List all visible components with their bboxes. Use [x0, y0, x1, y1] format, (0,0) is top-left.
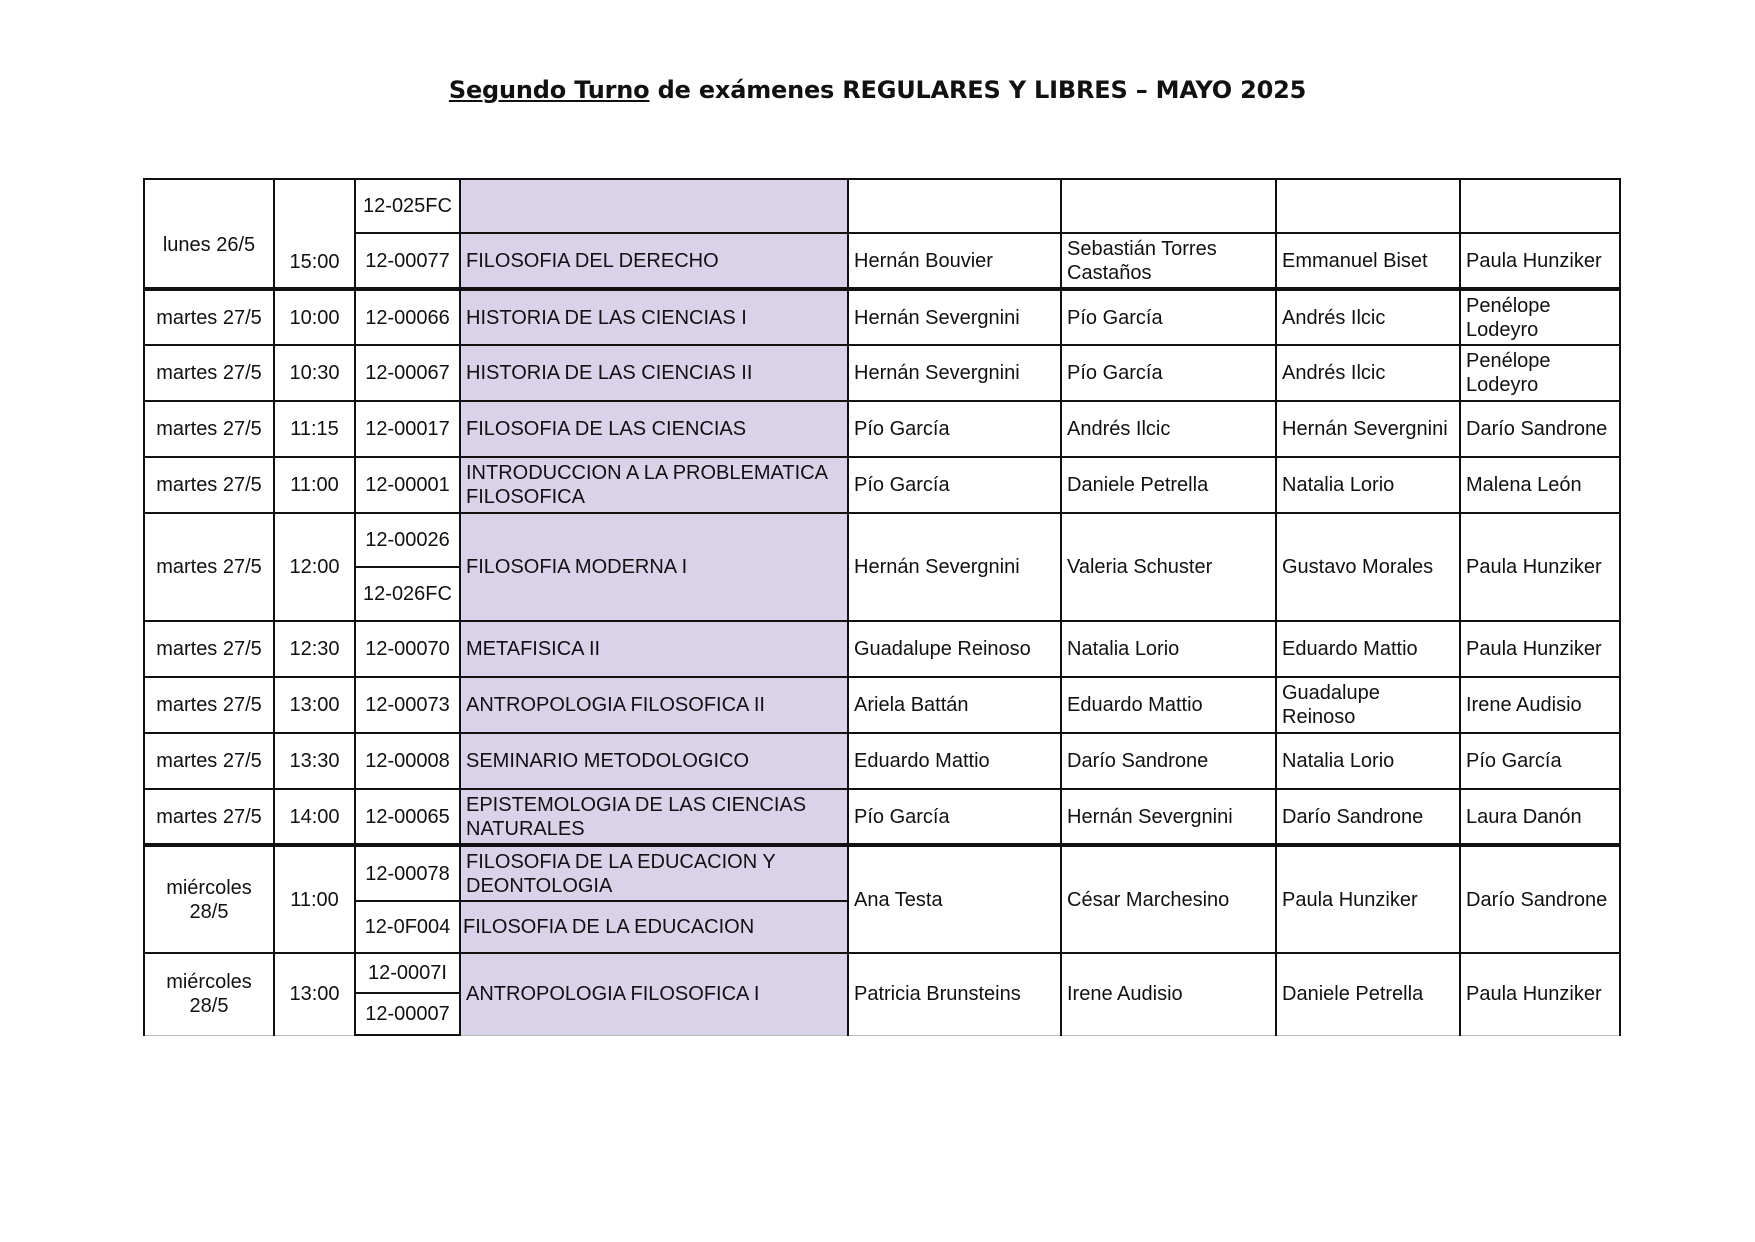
subject-cell: FILOSOFIA DEL DERECHO [460, 233, 848, 289]
subject-cell: FILOSOFIA DE LA EDUCACION [460, 901, 848, 953]
subject-cell: HISTORIA DE LAS CIENCIAS I [460, 289, 848, 345]
tribunal-cell: Natalia Lorio [1061, 621, 1276, 677]
tribunal-cell: Pío García [848, 401, 1061, 457]
tribunal-cell: Daniele Petrella [1061, 457, 1276, 513]
code-cell: 12-00017 [355, 401, 460, 457]
time-cell: 13:00 [274, 953, 355, 1035]
time-cell: 10:30 [274, 345, 355, 401]
code-cell: 12-00007 [355, 993, 460, 1035]
subject-cell [460, 179, 848, 233]
tribunal-cell: Valeria Schuster [1061, 513, 1276, 621]
code-cell: 12-00073 [355, 677, 460, 733]
tribunal-cell: Andrés Ilcic [1276, 289, 1460, 345]
subject-cell: EPISTEMOLOGIA DE LAS CIENCIAS NATURALES [460, 789, 848, 845]
code-cell: 12-00078 [355, 845, 460, 901]
tribunal-cell: Irene Audisio [1460, 677, 1620, 733]
subject-cell: METAFISICA II [460, 621, 848, 677]
tribunal-cell: Darío Sandrone [1276, 789, 1460, 845]
day-cell: martes 27/5 [144, 401, 274, 457]
time-cell: 11:00 [274, 457, 355, 513]
code-cell: 12-026FC [355, 567, 460, 621]
subject-cell: ANTROPOLOGIA FILOSOFICA II [460, 677, 848, 733]
table-row [144, 845, 1620, 901]
code-cell: 12-00066 [355, 289, 460, 345]
tribunal-cell: Ana Testa [848, 845, 1061, 953]
tribunal-cell: Andrés Ilcic [1061, 401, 1276, 457]
tribunal-cell: Gustavo Morales [1276, 513, 1460, 621]
tribunal-cell: Pío García [1061, 289, 1276, 345]
tribunal-cell: Paula Hunziker [1460, 513, 1620, 621]
code-cell: 12-00077 [355, 233, 460, 289]
tribunal-cell: Paula Hunziker [1276, 845, 1460, 953]
tribunal-cell [1276, 179, 1460, 233]
code-cell: 12-00065 [355, 789, 460, 845]
tribunal-cell: Patricia Brunsteins [848, 953, 1061, 1035]
table-row [144, 789, 1620, 845]
time-text: 15:00 [289, 251, 340, 273]
tribunal-cell: Penélope Lodeyro [1460, 345, 1620, 401]
table-row [144, 677, 1620, 733]
time-cell: 11:00 [274, 845, 355, 953]
tribunal-cell: Eduardo Mattio [1276, 621, 1460, 677]
exam-schedule-table [143, 178, 1621, 1036]
tribunal-cell: Darío Sandrone [1460, 845, 1620, 953]
tribunal-cell: Emmanuel Biset [1276, 233, 1460, 289]
day-cell: martes 27/5 [144, 289, 274, 345]
time-cell: 13:30 [274, 733, 355, 789]
subject-cell: ANTROPOLOGIA FILOSOFICA I [460, 953, 848, 1035]
time-cell: 11:15 [274, 401, 355, 457]
tribunal-cell [848, 179, 1061, 233]
tribunal-cell: Darío Sandrone [1460, 401, 1620, 457]
title-rest: de exámenes REGULARES Y LIBRES – MAYO 2025 [649, 76, 1307, 104]
code-cell: 12-0007I [355, 953, 460, 993]
tribunal-cell: Pío García [1460, 733, 1620, 789]
code-cell: 12-0F004 [355, 901, 460, 953]
tribunal-cell: Hernán Severgnini [1276, 401, 1460, 457]
code-cell: 12-00026 [355, 513, 460, 567]
time-cell: 13:00 [274, 677, 355, 733]
tribunal-cell: Guadalupe Reinoso [848, 621, 1061, 677]
table-row [144, 233, 1620, 289]
subject-cell: FILOSOFIA DE LA EDUCACION Y DEONTOLOGIA [460, 845, 848, 901]
subject-cell: FILOSOFIA DE LAS CIENCIAS [460, 401, 848, 457]
time-cell: 12:00 [274, 513, 355, 621]
title-underlined: Segundo Turno [448, 76, 650, 104]
subject-cell: FILOSOFIA MODERNA I [460, 513, 848, 621]
time-cell [274, 179, 355, 289]
subject-cell: INTRODUCCION A LA PROBLEMATICA FILOSOFICA [460, 457, 848, 513]
tribunal-cell: Eduardo Mattio [1061, 677, 1276, 733]
tribunal-cell: Eduardo Mattio [848, 733, 1061, 789]
page-title [0, 76, 1755, 104]
tribunal-cell: Paula Hunziker [1460, 953, 1620, 1035]
subject-cell: HISTORIA DE LAS CIENCIAS II [460, 345, 848, 401]
table-row [144, 953, 1620, 993]
day-cell: martes 27/5 [144, 513, 274, 621]
table-row [144, 513, 1620, 567]
table-row [144, 289, 1620, 345]
time-cell: 10:00 [274, 289, 355, 345]
time-cell: 14:00 [274, 789, 355, 845]
code-cell: 12-025FC [355, 179, 460, 233]
tribunal-cell: Darío Sandrone [1061, 733, 1276, 789]
table-row [144, 733, 1620, 789]
tribunal-cell: Natalia Lorio [1276, 733, 1460, 789]
tribunal-cell: Malena León [1460, 457, 1620, 513]
tribunal-cell: César Marchesino [1061, 845, 1276, 953]
code-cell: 12-00067 [355, 345, 460, 401]
day-cell: martes 27/5 [144, 677, 274, 733]
day-cell [144, 179, 274, 289]
tribunal-cell: Andrés Ilcic [1276, 345, 1460, 401]
day-cell: miércoles 28/5 [144, 953, 274, 1035]
tribunal-cell: Daniele Petrella [1276, 953, 1460, 1035]
tribunal-cell: Paula Hunziker [1460, 621, 1620, 677]
day-cell: martes 27/5 [144, 733, 274, 789]
code-cell: 12-00008 [355, 733, 460, 789]
table-row [144, 179, 1620, 233]
code-cell: 12-00001 [355, 457, 460, 513]
table-row [144, 621, 1620, 677]
tribunal-cell: Hernán Bouvier [848, 233, 1061, 289]
day-cell: martes 27/5 [144, 457, 274, 513]
day-text: lunes 26/5 [162, 234, 256, 256]
tribunal-cell: Pío García [848, 457, 1061, 513]
subject-cell: SEMINARIO METODOLOGICO [460, 733, 848, 789]
tribunal-cell: Hernán Severgnini [848, 513, 1061, 621]
tribunal-cell: Sebastián Torres Castaños [1061, 233, 1276, 289]
tribunal-cell: Hernán Severgnini [1061, 789, 1276, 845]
tribunal-cell: Penélope Lodeyro [1460, 289, 1620, 345]
table-row [144, 457, 1620, 513]
day-cell: martes 27/5 [144, 345, 274, 401]
tribunal-cell [1460, 179, 1620, 233]
tribunal-cell: Paula Hunziker [1460, 233, 1620, 289]
tribunal-cell [1061, 179, 1276, 233]
tribunal-cell: Hernán Severgnini [848, 289, 1061, 345]
day-cell: miércoles 28/5 [144, 845, 274, 953]
table-row [144, 401, 1620, 457]
table-row [144, 345, 1620, 401]
day-cell: martes 27/5 [144, 621, 274, 677]
day-cell: martes 27/5 [144, 789, 274, 845]
tribunal-cell: Natalia Lorio [1276, 457, 1460, 513]
time-cell: 12:30 [274, 621, 355, 677]
tribunal-cell: Irene Audisio [1061, 953, 1276, 1035]
tribunal-cell: Laura Danón [1460, 789, 1620, 845]
tribunal-cell: Guadalupe Reinoso [1276, 677, 1460, 733]
tribunal-cell: Hernán Severgnini [848, 345, 1061, 401]
tribunal-cell: Pío García [848, 789, 1061, 845]
tribunal-cell: Ariela Battán [848, 677, 1061, 733]
tribunal-cell: Pío García [1061, 345, 1276, 401]
code-cell: 12-00070 [355, 621, 460, 677]
